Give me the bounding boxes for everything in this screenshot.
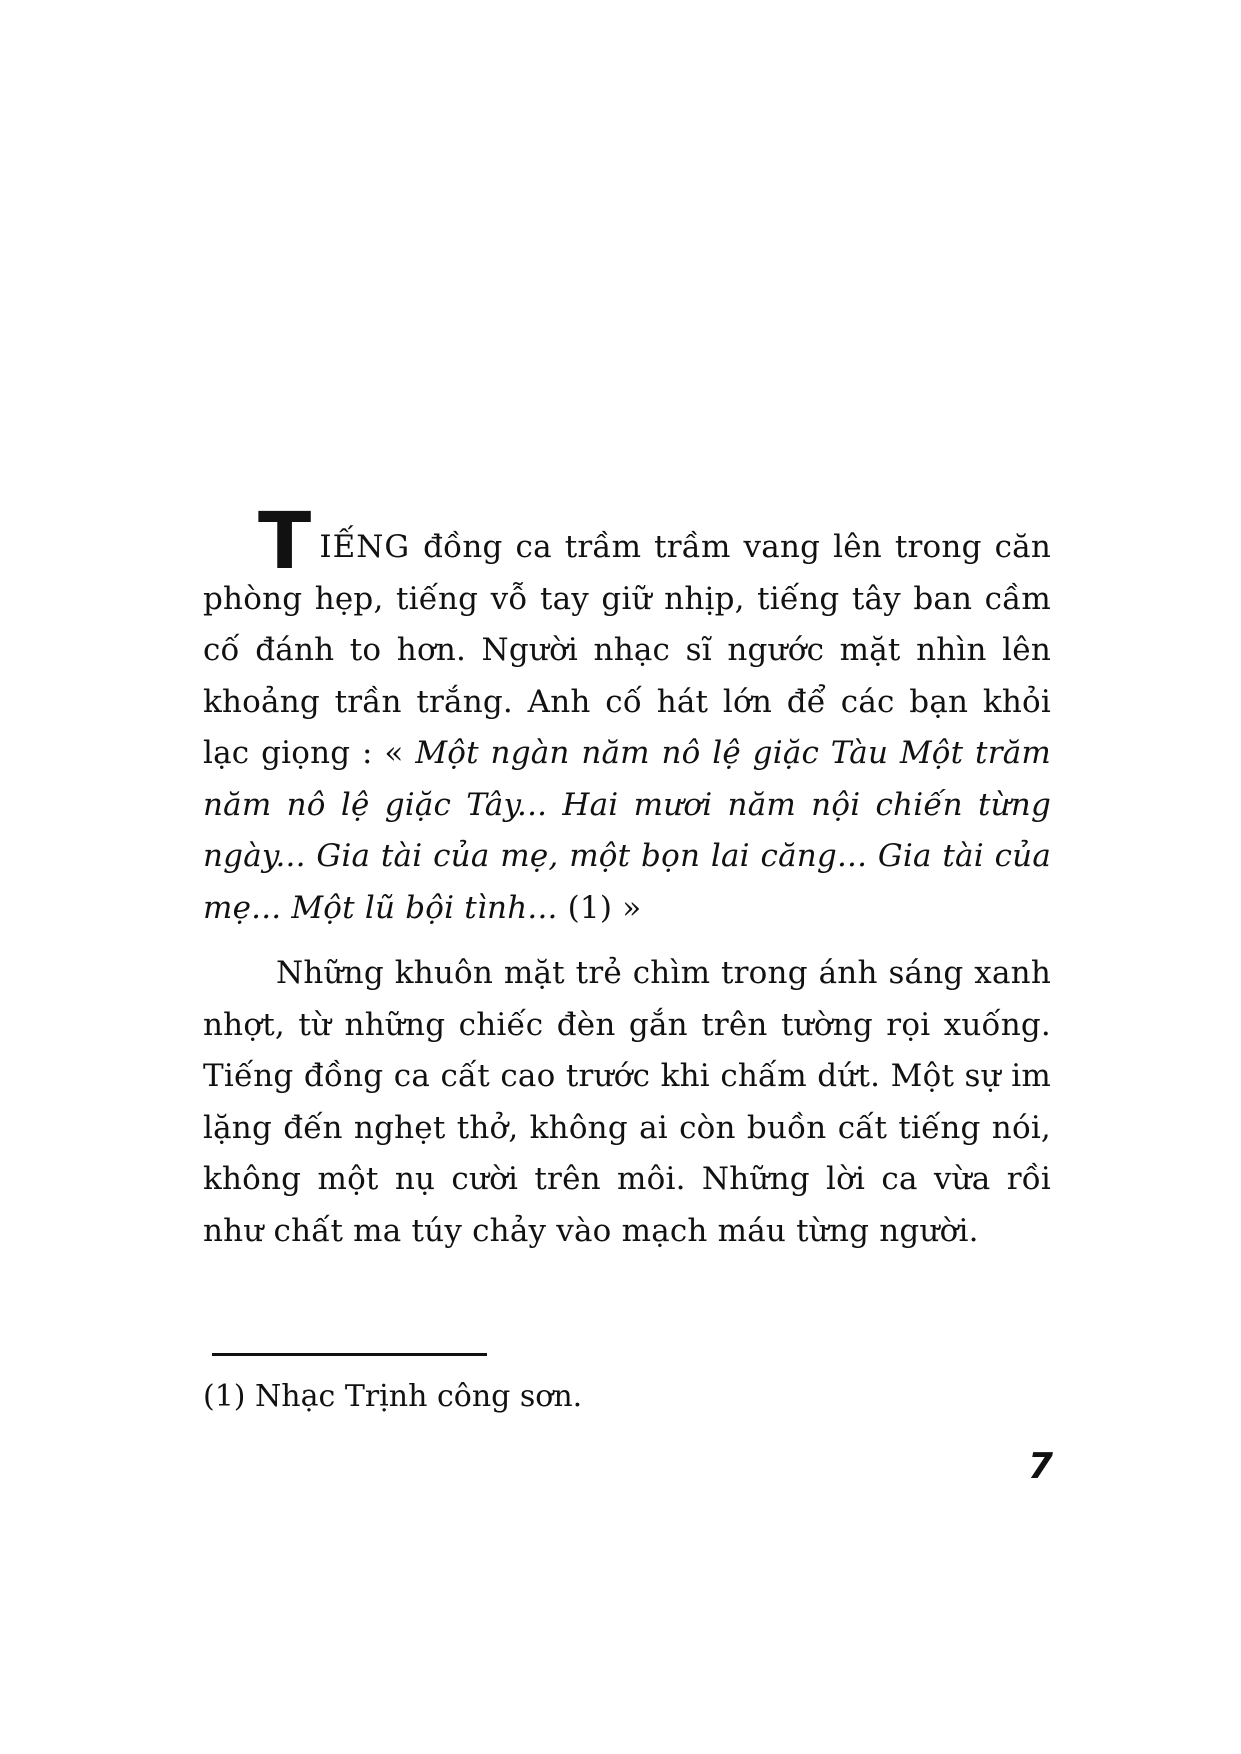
paragraph-1-text: đồng ca trầm trầm vang lên trong căn phòng hẹp, tiếng vỗ tay giữ nhịp, tiếng tây ban cầm cố đánh to hơn. Người nhạc sĩ ngước mặt nhìn lên khoảng trần trắng. Anh cố hát lớn để các bạn khỏi lạc giọng : « <box>203 529 1051 771</box>
footnote-divider <box>212 1353 487 1356</box>
page-number: 7 <box>1028 1446 1054 1487</box>
drop-cap: T <box>258 497 312 587</box>
paragraph-2: Những khuôn mặt trẻ chìm trong ánh sáng xanh nhợt, từ những chiếc đèn gắn trên tường rọi xuống. Tiếng đồng ca cất cao trước khi chấm dứt. Một sự im lặng đến nghẹt thở, không ai còn buồn cất tiếng nói, không một nụ cười trên môi. Những lời ca vừa rồi như chất ma túy chảy vào mạch máu từng người. <box>203 955 1051 1249</box>
song-lyrics-quote: Một ngàn năm nô lệ giặc Tàu Một trăm năm nô lệ giặc Tây... Hai mươi năm nội chiến từng ngày... Gia tài của mẹ, một bọn lai căng... Gia tài của mẹ... Một lũ bội tình... <box>203 735 1051 926</box>
body-text <box>203 497 1051 1257</box>
footnote: (1) Nhạc Trịnh công sơn. <box>203 1379 583 1414</box>
closing-quote-mark: » <box>612 889 642 926</box>
footnote-reference: (1) <box>557 889 613 926</box>
opening-word: IẾNG <box>319 529 411 565</box>
paragraph-1 <box>203 497 1051 934</box>
